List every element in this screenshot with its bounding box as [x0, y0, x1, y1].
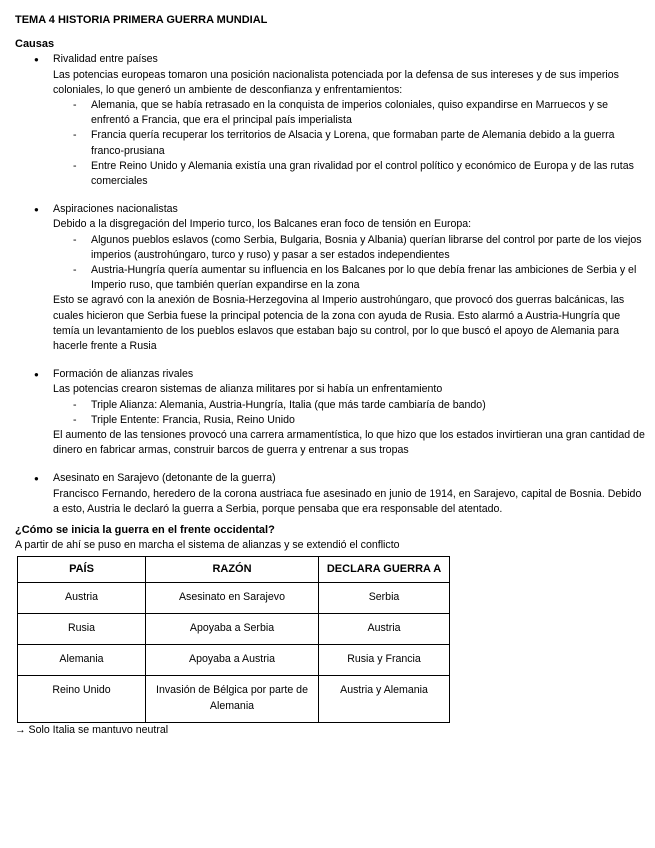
footnote: → Solo Italia se mantuvo neutral: [15, 723, 169, 736]
cause-subitems: [53, 233, 645, 294]
cause-subitem: - Triple Alianza: Alemania, Austria-Hungría, Italia (que más tarde cambiaría de bando): [53, 398, 645, 413]
table-cell: Austria: [319, 613, 450, 644]
cause-subitem: - Entre Reino Unido y Alemania existía una gran rivalidad por el control político y económico de Europa y de las rutas comerciales: [53, 159, 645, 189]
table-header-cell: PAÍS: [18, 556, 146, 582]
causes-list: [15, 52, 645, 517]
cause-heading: ● Rivalidad entre países: [53, 53, 158, 66]
cause-text: Francisco Fernando, heredero de la corona austriaca fue asesinado en junio de 1914, en Sarajevo, capital de Bosnia. Debido a esto, Austria le declaró la guerra a Serbia, porque pensaba que era responsable del atentado.: [53, 487, 642, 515]
cause-after-text: Esto se agravó con la anexión de Bosnia-Herzegovina al Imperio austrohúngaro, que provocó dos guerras balcánicas, las cuales hicieron que Serbia fuese la principal potencia de la zona con ayuda de Rusia. Esto alarmó a Austria-Hungría que temía un levantamiento de los pueblos eslavos que estaban bajo su control, por lo que buscó el apoyo de Alemania para hacerle frente a Rusia: [53, 294, 625, 353]
western-front-heading: ¿Cómo se inicia la guerra en el frente occidental?: [15, 524, 275, 537]
cause-heading: ● Asesinato en Sarajevo (detonante de la guerra): [53, 472, 276, 485]
table-cell: Invasión de Bélgica por parte de Alemania: [146, 676, 319, 722]
table-cell: Alemania: [18, 645, 146, 676]
war-declarations-table: [17, 556, 450, 723]
cause-subitems: [53, 98, 645, 189]
cause-subitem: - Austria-Hungría quería aumentar su influencia en los Balcanes por lo que debía frenar las ambiciones de Serbia y el Imperio ruso, que también querían expandirse en la zona: [53, 263, 645, 293]
table-header-cell: RAZÓN: [146, 556, 319, 582]
table-cell: Apoyaba a Austria: [146, 645, 319, 676]
western-front-intro: A partir de ahí se puso en marcha el sistema de alianzas y se extendió el conflicto: [15, 539, 400, 552]
table-cell: Austria: [18, 582, 146, 613]
cause-item: [15, 471, 645, 517]
table-cell: Apoyaba a Serbia: [146, 613, 319, 644]
table-row: [18, 645, 450, 676]
table-cell: Rusia: [18, 613, 146, 644]
table-cell: Reino Unido: [18, 676, 146, 722]
cause-text: Las potencias europeas tomaron una posición nacionalista potenciada por la defensa de sus intereses y de sus imperios coloniales, lo que generó un ambiente de desconfianza y enfrentamientos:: [53, 68, 619, 96]
table-cell: Austria y Alemania: [319, 676, 450, 722]
table-row: [18, 676, 450, 722]
table-row: [18, 582, 450, 613]
cause-item: [15, 52, 645, 189]
cause-after-text: El aumento de las tensiones provocó una carrera armamentística, lo que hizo que los estados invirtieran una gran cantidad de dinero en fabricar armas, construir barcos de guerra y entrenar a sus tropas: [53, 429, 645, 457]
table-cell: Serbia: [319, 582, 450, 613]
cause-subitem: - Alemania, que se había retrasado en la conquista de imperios coloniales, quiso expandirse en Marruecos y se enfrentó a Francia, que era el principal país imperialista: [53, 98, 645, 128]
cause-item: [15, 202, 645, 354]
cause-item: [15, 367, 645, 458]
cause-subitem: - Francia quería recuperar los territorios de Alsacia y Lorena, que formaban parte de Alemania debido a la guerra franco-prusiana: [53, 128, 645, 158]
document-title: TEMA 4 HISTORIA PRIMERA GUERRA MUNDIAL: [15, 14, 268, 26]
cause-text: Las potencias crearon sistemas de alianza militares por si había un enfrentamiento: [53, 383, 443, 396]
table-row: [18, 613, 450, 644]
table-header-row: [18, 556, 450, 582]
table-cell: Asesinato en Sarajevo: [146, 582, 319, 613]
cause-heading: ● Formación de alianzas rivales: [53, 368, 194, 381]
cause-subitem: - Triple Entente: Francia, Rusia, Reino Unido: [53, 413, 645, 428]
cause-subitem: - Algunos pueblos eslavos (como Serbia, Bulgaria, Bosnia y Albania) querían librarse del control por parte de los viejos imperios (austrohúngaro, turco y ruso) y pasar a ser estados independientes: [53, 233, 645, 263]
cause-heading: ● Aspiraciones nacionalistas: [53, 203, 178, 216]
cause-subitems: [53, 398, 645, 428]
table-header-cell: DECLARA GUERRA A: [319, 556, 450, 582]
cause-text: Debido a la disgregación del Imperio turco, los Balcanes eran foco de tensión en Europa:: [53, 218, 472, 231]
table-cell: Rusia y Francia: [319, 645, 450, 676]
causes-heading: Causas: [15, 38, 55, 51]
